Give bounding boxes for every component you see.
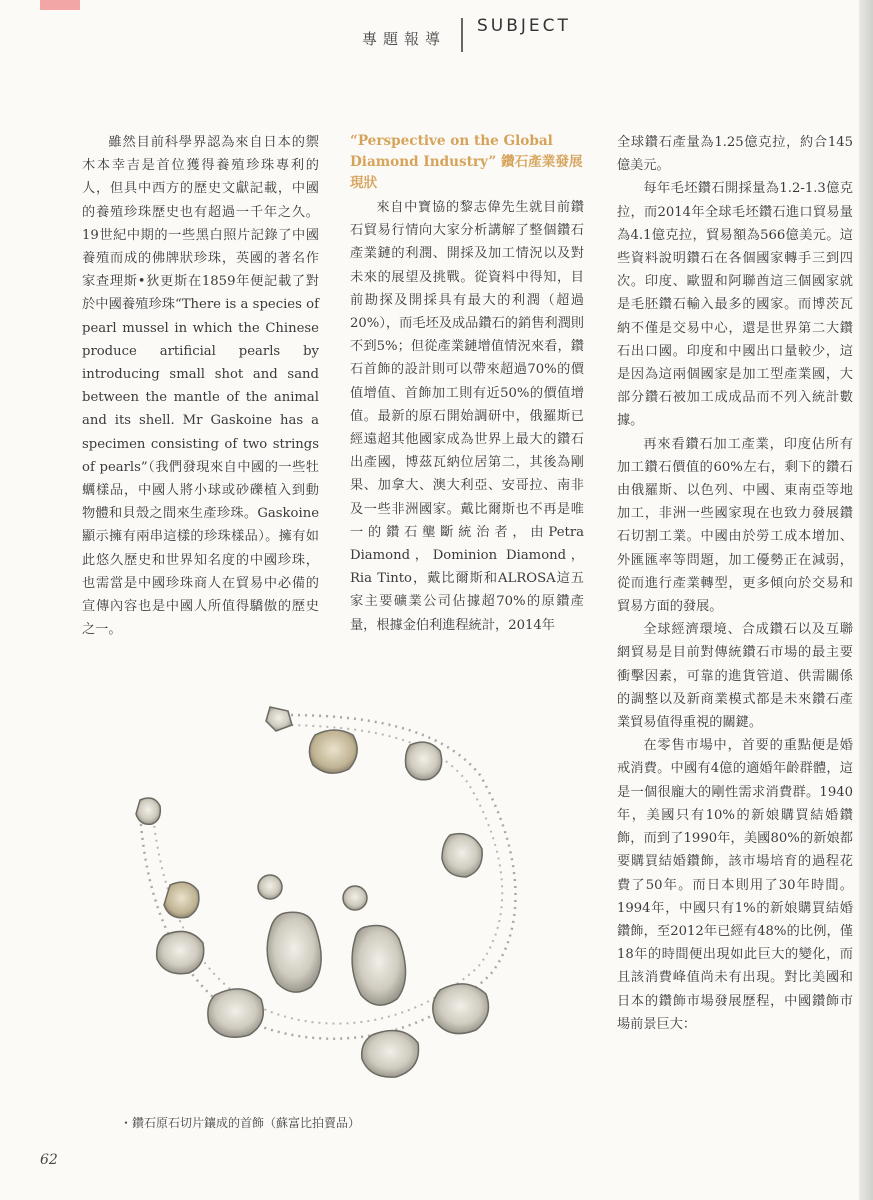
column3-paragraph-5: 在零售市場中，首要的重點便是婚戒消費。中國有4億的適婚年齡群體，這是一個很龐大的剛性需求消費群。1940年，美國只有10%的新娘購買結婚鑽飾，而到了1990年，美國80%的新娘都要購買結婚鑽飾，該市場培育的過程花費了50年。而日本則用了30年時間。1994年，中國只有1%的新娘購買結婚鑽飾，至2012年已經有48%的比例，僅18年的時間便出現如此巨大的變化，而且該消費峰值尚未有出現。對比美國和日本的鑽飾市場發展歷程，中國鑽飾市場前景巨大： xyxy=(617,738,853,1032)
section-title-english: SUBJECT xyxy=(477,16,571,36)
header-divider xyxy=(461,18,463,52)
column2-paragraph: 來自中寶協的黎志偉先生就目前鑽石貿易行情向大家分析講解了整個鑽石產業鏈的利潤、開採及加工情況以及對未來的展望及挑戰。從資料中得知，目前勘探及開採具有最大的利潤（超過20%），而毛坯及成品鑽石的銷售利潤則不到5%；但從產業鏈增值情況來看，鑽石首飾的設計則可以帶來超過70%的價值增值、首飾加工則有近50%的價值增值。最新的原石開始調研中，俄羅斯已經遠超其他國家成為世界上最大的鑽石出產國，博茲瓦納位居第二，其後為剛果、加拿大、澳大利亞、安哥拉、南非及一些非洲國家。戴比爾斯也不再是唯一的鑽石壟斷統治者，由Petra Diamond，Dominion Diamond，Ria Tinto，戴比爾斯和ALROSA這五家主要礦業公司佔據超70%的原鑽產量，根據金伯利進程統計，2014年 xyxy=(350,200,584,633)
figure-caption: ・鑽石原石切片鑲成的首飾（蘇富比拍賣品） xyxy=(120,1116,361,1130)
article-column-2 xyxy=(350,131,584,637)
column1-paragraph: 雖然目前科學界認為來自日本的禦木本幸吉是首位獲得養殖珍珠專利的人，但具中西方的歷史文獻記載，中國的養殖珍珠歷史也有超過一千年之久。19世紀中期的一些黑白照片記錄了中國養殖而成的佛牌狀珍珠，英國的著名作家查理斯•狄更斯在1859年便記載了對於中國養殖珍珠“There is a species of pearl mussel in which the Chinese produce artificial pearls by introducing small shot and sand between the mantle of the animal and its shell. Mr Gaskoine has a specimen consisting of two strings of pearls”（我們發現來自中國的一些牡蠣樣品，中國人將小球或砂礫植入到動物體和貝殼之間來生產珍珠。Gaskoine顯示擁有兩串這樣的珍珠樣品）。擁有如此悠久歷史和世界知名度的中國珍珠，也需當是中國珍珠商人在貿易中必備的宣傳內容也是中國人所值得驕傲的歷史之一。 xyxy=(82,135,319,638)
column3-paragraph-2: 每年毛坯鑽石開採量為1.2-1.3億克拉，而2014年全球毛坯鑽石進口貿易量為4.1億克拉，貿易額為566億美元。這些資料說明鑽石在各個國家轉手三到四次。印度、歐盟和阿聯酋這三個國家就是毛胚鑽石輸入最多的國家。而博茨瓦納不僅是交易中心，還是世界第二大鑽石出口國。印度和中國出口量較少，這是因為這兩個國家是加工型產業國，大部分鑽石被加工成成品而不列入統計數據。 xyxy=(617,181,853,429)
article-column-3 xyxy=(617,131,853,1036)
section-title-chinese: 專題報導 xyxy=(362,30,447,48)
section-subheading: “Perspective on the Global Diamond Industry” 鑽石產業發展現狀 xyxy=(350,133,583,191)
column3-paragraph-3: 再來看鑽石加工產業，印度佔所有加工鑽石價值的60%左右，剩下的鑽石由俄羅斯、以色列、中國、東南亞等地加工，非洲一些國家現在也致力發展鑽石切割工業。中國由於勞工成本增加、外匯匯率等問題，加工優勢正在減弱，從而進行產業轉型，更多傾向於交易和貿易方面的發展。 xyxy=(617,436,853,615)
article-column-1 xyxy=(82,131,319,641)
column3-paragraph-1: 全球鑽石產量為1.25億克拉，約合145億美元。 xyxy=(617,135,853,174)
page-number: 62 xyxy=(40,1152,58,1168)
column3-paragraph-4: 全球經濟環境、合成鑽石以及互聯網貿易是目前對傳統鑽石市場的最主要衝擊因素，可靠的進貨管道、供需關係的調整以及新商業模式都是未來鑽石產業貿易值得重視的關鍵。 xyxy=(617,622,853,731)
diamond-jewelry-photo xyxy=(110,705,590,1100)
scan-binding-edge xyxy=(859,0,873,1200)
page-corner-tab xyxy=(40,0,80,10)
